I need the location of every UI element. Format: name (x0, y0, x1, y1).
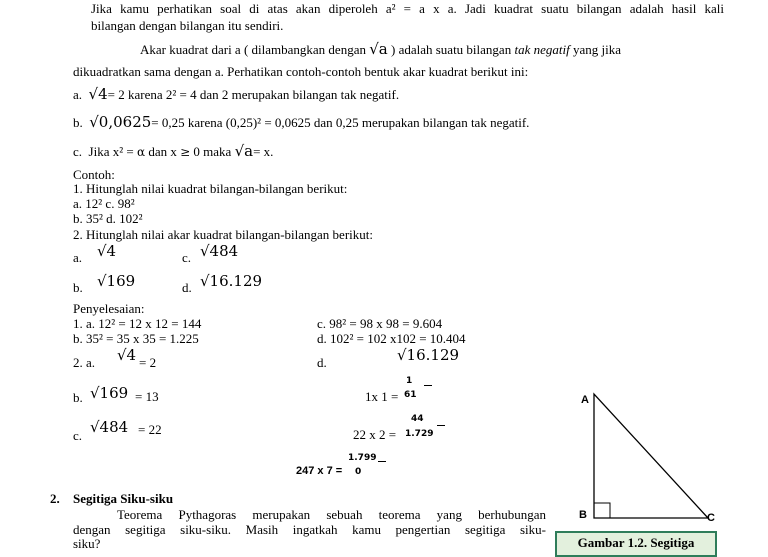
example-a-sqrt: √4 (88, 85, 108, 103)
fraction-1-denominator: 61 (404, 390, 417, 400)
intro-line-3-italic: tak negatif (514, 42, 570, 57)
penyelesaian-r1-left: 1. a. 12² = 12 x 12 = 144 (73, 316, 202, 331)
section-2-title: Segitiga Siku-siku (73, 491, 174, 506)
example-c-post: 0 maka (190, 144, 235, 159)
right-angle-marker (594, 503, 610, 518)
right-triangle-figure (570, 385, 740, 530)
contoh-q2-a-sqrt: √4 (97, 242, 117, 260)
penyelesaian-r5-left-result: = 22 (138, 422, 162, 437)
contoh-q1: 1. Hitunglah nilai kuadrat bilangan-bilangan berikut: (73, 181, 348, 196)
fraction-1-numerator: 1 (406, 376, 413, 386)
fraction-3-dash (378, 461, 386, 462)
contoh-q2-d-mark: d. (182, 280, 192, 295)
section-2-line-1: Teorema Pythagoras merupakan sebuah teorema yang berhubungan (117, 507, 546, 522)
intro-line-3 (140, 40, 621, 58)
example-b-text: = 0,25 karena (0,25)² = 0,0625 dan 0,25 merupakan bilangan tak negatif. (151, 115, 530, 130)
vertex-label-a: A (581, 394, 589, 406)
fraction-3-numerator: 1.799 (348, 453, 377, 463)
penyelesaian-title: Penyelesaian: (73, 301, 145, 316)
contoh-q2-d-sqrt: √16.129 (200, 272, 263, 290)
contoh-q2-b-sqrt: √169 (97, 272, 136, 290)
contoh-q2-b-mark: b. (73, 280, 83, 295)
alpha-symbol: α (136, 145, 146, 159)
fraction-1-prefix: 1x 1 = (365, 389, 399, 404)
contoh-q2-c-sqrt: √484 (200, 242, 239, 260)
penyelesaian-r3-left-mark: 2. a. (73, 355, 96, 370)
contoh-q2-a-mark: a. (73, 250, 83, 265)
penyelesaian-r4-left-sqrt: √169 (90, 384, 129, 402)
penyelesaian-r5-left-mark: c. (73, 428, 83, 443)
fraction-2-prefix: 22 x 2 = (353, 427, 397, 442)
section-2-number: 2. (50, 491, 60, 506)
example-a (73, 85, 399, 103)
figure-caption: Gambar 1.2. Segitiga (555, 531, 717, 557)
fraction-1-dash (424, 385, 432, 386)
example-a-mark: a. (73, 87, 83, 102)
fraction-2-numerator: 44 (411, 414, 424, 424)
example-b-sqrt: √0,0625 (89, 113, 152, 131)
example-c (73, 142, 273, 160)
triangle-shape (594, 394, 708, 518)
penyelesaian-r3-right-sqrt: √16.129 (397, 346, 460, 364)
vertex-label-c: C (707, 512, 715, 524)
penyelesaian-r3-right-mark: d. (317, 355, 327, 370)
intro-line-3-b: ) adalah suatu bilangan (387, 42, 515, 57)
intro-line-3-c: yang jika (569, 42, 621, 57)
intro-line-4: dikuadratkan sama dengan a. Perhatikan contoh-contoh bentuk akar kuadrat berikut ini: (73, 64, 529, 79)
contoh-q1-b: b. 35² d. 102² (73, 211, 143, 226)
example-c-sqrt: √a (234, 142, 254, 160)
fraction-2-denominator: 1.729 (405, 429, 434, 439)
fraction-3-denominator: 0 (355, 467, 362, 477)
contoh-q2: 2. Hitunglah nilai akar kuadrat bilangan-bilangan berikut: (73, 227, 373, 242)
intro-line-2: bilangan dengan bilangan itu sendiri. (91, 18, 284, 33)
fraction-3-prefix: 247 x 7 = (296, 465, 343, 477)
intro-line-1: Jika kamu perhatikan soal di atas akan diperoleh a² = a x a. Jadi kuadrat suatu bilangan adalah hasil kali (91, 1, 724, 16)
penyelesaian-r2-right: d. 102² = 102 x102 = 10.404 (317, 331, 466, 346)
penyelesaian-r5-left-sqrt: √484 (90, 418, 129, 436)
section-2-line-3: siku? (73, 536, 101, 551)
example-c-end: = x. (253, 144, 274, 159)
penyelesaian-r4-left-result: = 13 (135, 389, 159, 404)
penyelesaian-r1-right: c. 98² = 98 x 98 = 9.604 (317, 316, 443, 331)
example-c-mid: dan x (145, 144, 181, 159)
penyelesaian-r2-left: b. 35² = 35 x 35 = 1.225 (73, 331, 199, 346)
example-c-pre: Jika x² = (88, 144, 137, 159)
contoh-q2-c-mark: c. (182, 250, 192, 265)
sqrt-a-symbol: √a (369, 40, 388, 58)
example-a-text: = 2 karena 2² = 4 dan 2 merupakan bilangan tak negatif. (107, 87, 400, 102)
intro-line-3-a: Akar kuadrat dari a ( dilambangkan dengan (140, 42, 370, 57)
vertex-label-b: B (579, 509, 587, 521)
example-b (73, 113, 529, 131)
penyelesaian-r3-left-result: = 2 (139, 355, 157, 370)
example-c-mark: c. (73, 144, 83, 159)
section-2-line-2: dengan segitiga siku-siku. Masih ingatkah kamu pengertian segitiga siku- (73, 522, 546, 537)
fraction-2-dash (437, 425, 445, 426)
penyelesaian-r4-left-mark: b. (73, 390, 83, 405)
example-b-mark: b. (73, 115, 83, 130)
ge-symbol: ≥ (180, 145, 191, 159)
penyelesaian-r3-left-sqrt: √4 (117, 346, 137, 364)
contoh-q1-a: a. 12² c. 98² (73, 196, 135, 211)
contoh-title: Contoh: (73, 167, 115, 182)
